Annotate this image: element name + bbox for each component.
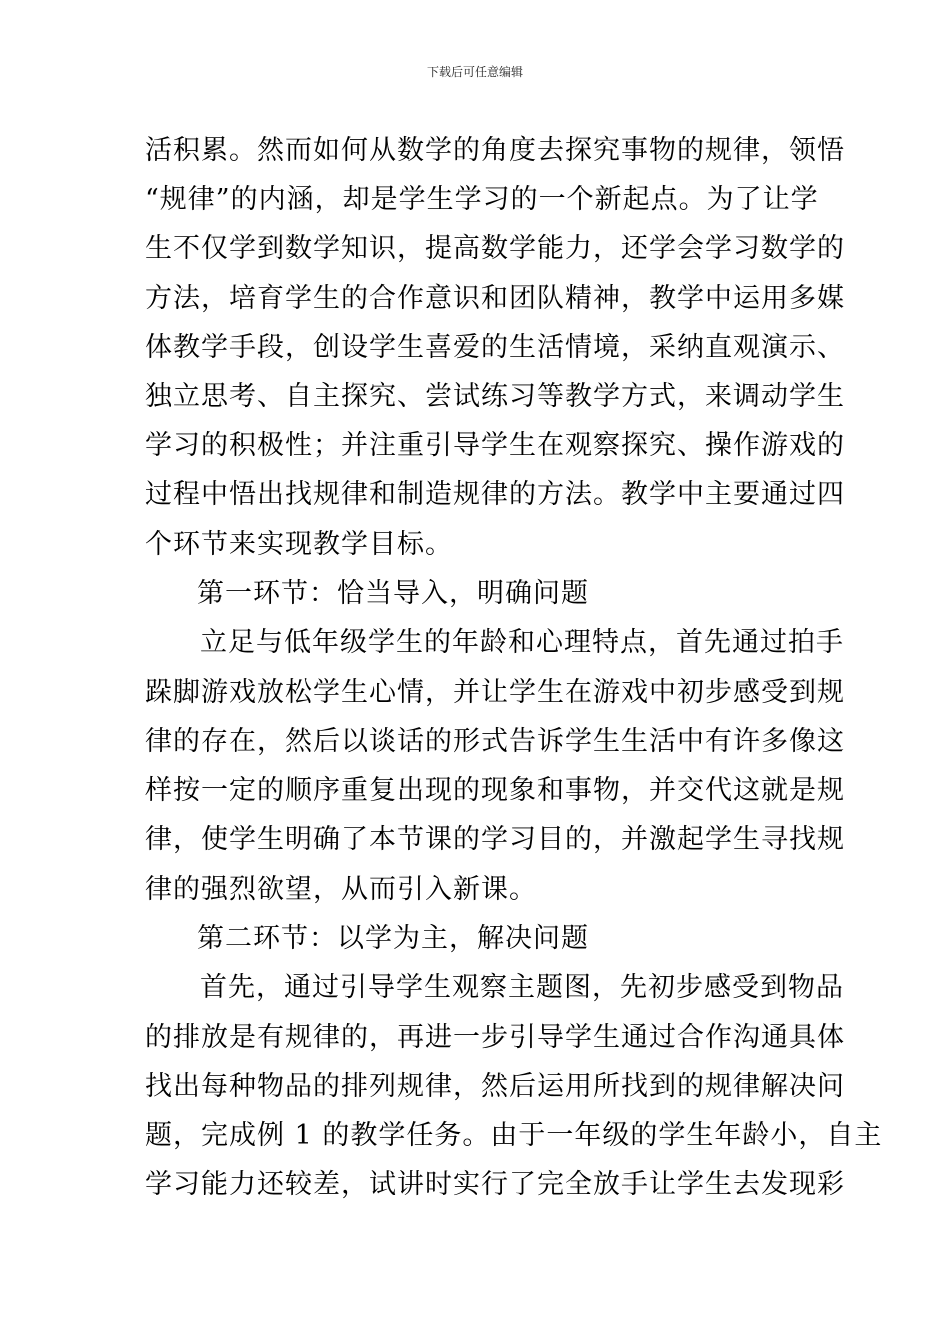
text-line: 律的存在，然后以谈话的形式告诉学生生活中有许多像这 [145,726,845,757]
text-line: 方法，培育学生的合作意识和团队精神，教学中运用多媒 [145,283,845,314]
text-line: 律，使学生明确了本节课的学习目的，并激起学生寻找规 [145,824,845,855]
text-line: 学习能力还较差，试讲时实行了完全放手让学生去发现彩 [145,1169,845,1200]
text-line: 找出每种物品的排列规律，然后运用所找到的规律解决问 [145,1071,845,1102]
text-line: 独立思考、自主探究、尝试练习等教学方式，来调动学生 [145,381,845,412]
section-heading: 第二环节：以学为主，解决问题 [197,923,589,954]
text-line: 律的强烈欲望，从而引入新课。 [145,874,537,905]
section-heading: 第一环节：恰当导入，明确问题 [197,578,589,609]
page-header: 下载后可任意编辑 [426,65,523,79]
text-line: 学习的积极性；并注重引导学生在观察探究、操作游戏的 [145,430,845,461]
text-line: 过程中悟出找规律和制造规律的方法。教学中主要通过四 [145,479,845,510]
text-line: 题，完成例 1 的教学任务。由于一年级的学生年龄小，自主 [145,1120,883,1151]
text-line: 的排放是有规律的，再进一步引导学生通过合作沟通具体 [145,1022,845,1053]
text-line: 体教学手段，创设学生喜爱的生活情境，采纳直观演示、 [145,332,845,363]
paragraph-first-line: 立足与低年级学生的年龄和心理特点，首先通过拍手 [200,627,844,658]
text-line: 跺脚游戏放松学生心情，并让学生在游戏中初步感受到规 [145,677,845,708]
paragraph-first-line: 首先，通过引导学生观察主题图，先初步感受到物品 [200,972,844,1003]
text-line: 生不仅学到数学知识，提高数学能力，还学会学习数学的 [145,233,845,264]
text-line: 活积累。然而如何从数学的角度去探究事物的规律，领悟 [145,135,845,166]
text-line: “规律”的内涵，却是学生学习的一个新起点。为了让学 [145,184,819,215]
text-line: 个环节来实现教学目标。 [145,529,453,560]
text-line: 样按一定的顺序重复出现的现象和事物，并交代这就是规 [145,775,845,806]
